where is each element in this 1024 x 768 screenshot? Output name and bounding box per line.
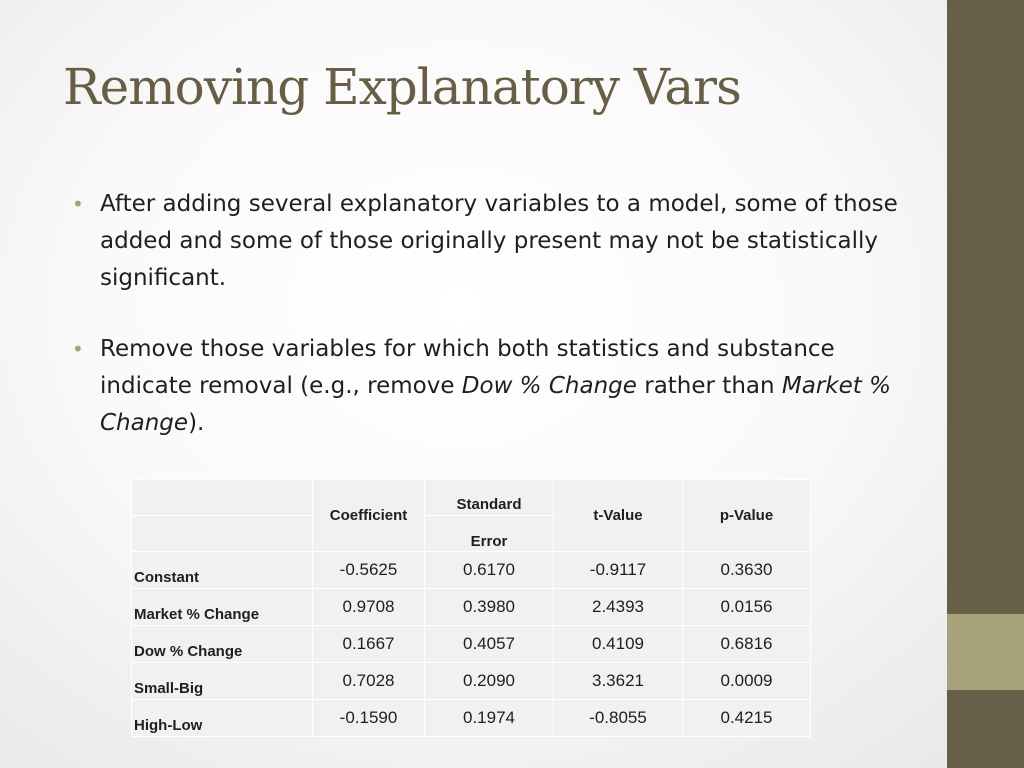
- header-p-value: p-Value: [683, 480, 811, 552]
- cell-t-value: -0.8055: [554, 700, 683, 737]
- header-empty-cell: [132, 480, 313, 516]
- bullet-italic-market: Market % Change: [100, 373, 891, 436]
- cell-t-value: 0.4109: [554, 626, 683, 663]
- table-row: [132, 700, 811, 737]
- header-t-value: t-Value: [554, 480, 683, 552]
- bullet-text-2a: Remove those variables for which both statistics and substance indicate removal (e.g., remove: [100, 336, 835, 399]
- bullet-item-2: [72, 331, 922, 442]
- table-row: [132, 589, 811, 626]
- cell-std-error: 0.4057: [425, 626, 554, 663]
- row-label: Constant: [132, 552, 313, 589]
- row-label: Market % Change: [132, 589, 313, 626]
- table-header-row: [132, 480, 811, 516]
- bullet-text-2b: rather than: [636, 373, 782, 399]
- header-std-error-top: Standard: [425, 480, 554, 516]
- cell-std-error: 0.3980: [425, 589, 554, 626]
- row-label: Dow % Change: [132, 626, 313, 663]
- cell-coefficient: 0.7028: [313, 663, 425, 700]
- cell-p-value: 0.0156: [683, 589, 811, 626]
- slide-title: Removing Explanatory Vars: [63, 58, 741, 116]
- cell-coefficient: 0.1667: [313, 626, 425, 663]
- bullet-text-1: After adding several explanatory variables to a model, some of those added and some of those originally present may not be statistically significant.: [100, 191, 898, 291]
- bullet-list: [72, 186, 922, 459]
- table-row: [132, 626, 811, 663]
- cell-p-value: 0.0009: [683, 663, 811, 700]
- header-std-error-bottom: Error: [425, 516, 554, 552]
- cell-t-value: -0.9117: [554, 552, 683, 589]
- bullet-item-1: [72, 186, 922, 297]
- header-empty-cell: [132, 516, 313, 552]
- cell-coefficient: 0.9708: [313, 589, 425, 626]
- row-label: Small-Big: [132, 663, 313, 700]
- cell-coefficient: -0.5625: [313, 552, 425, 589]
- cell-p-value: 0.3630: [683, 552, 811, 589]
- table-row: [132, 663, 811, 700]
- sidebar-accent-block: [947, 614, 1024, 690]
- cell-p-value: 0.4215: [683, 700, 811, 737]
- cell-t-value: 3.3621: [554, 663, 683, 700]
- cell-p-value: 0.6816: [683, 626, 811, 663]
- cell-std-error: 0.1974: [425, 700, 554, 737]
- table-row: [132, 552, 811, 589]
- row-label: High-Low: [132, 700, 313, 737]
- bullet-text-2c: ).: [188, 410, 205, 436]
- header-coefficient: Coefficient: [313, 480, 425, 552]
- cell-std-error: 0.2090: [425, 663, 554, 700]
- bullet-dot-icon: •: [72, 337, 84, 361]
- bullet-italic-dow: Dow % Change: [461, 373, 637, 399]
- cell-t-value: 2.4393: [554, 589, 683, 626]
- cell-std-error: 0.6170: [425, 552, 554, 589]
- cell-coefficient: -0.1590: [313, 700, 425, 737]
- regression-table: [131, 479, 811, 737]
- bullet-dot-icon: •: [72, 192, 84, 216]
